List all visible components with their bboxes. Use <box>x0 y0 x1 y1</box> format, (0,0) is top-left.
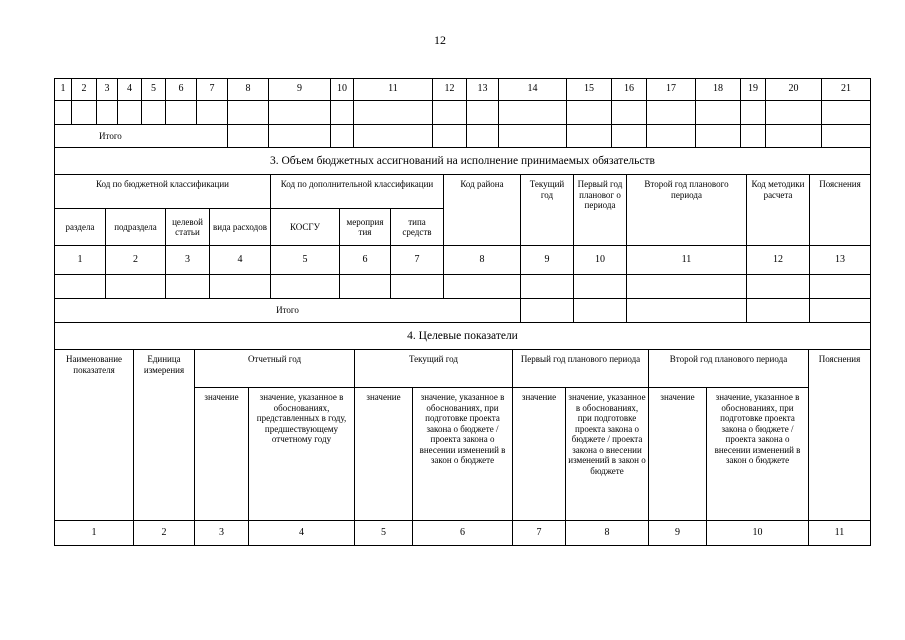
empty-cell <box>353 100 433 125</box>
column-number-cell <box>808 520 871 546</box>
column-number-cell <box>54 520 134 546</box>
cell-text: 4. Целевые показатели <box>407 329 518 342</box>
cell-text: 12 <box>773 253 783 265</box>
cell-text: Первый год планового периода <box>520 354 641 364</box>
column-number-cell <box>194 520 249 546</box>
column-number-cell <box>133 520 195 546</box>
cell-text: 11 <box>834 526 845 538</box>
empty-cell <box>117 100 142 125</box>
empty-cell <box>466 100 499 125</box>
cell-text: 2 <box>81 83 87 95</box>
column-number-cell <box>96 78 118 101</box>
cell-text: целевой статьи <box>172 216 203 237</box>
cell-text: Единица измерения <box>143 354 185 375</box>
cell-text: Код района <box>460 179 504 189</box>
empty-cell <box>71 100 97 125</box>
empty-cell <box>611 124 647 148</box>
cell-text: раздела <box>65 221 95 232</box>
column-number-cell <box>353 78 433 101</box>
cell-text: 4 <box>299 526 304 538</box>
header-current-year <box>354 349 513 388</box>
empty-cell <box>695 100 741 125</box>
empty-cell <box>54 274 106 299</box>
subheader-section <box>54 208 106 246</box>
column-number-cell <box>54 78 72 101</box>
column-number-cell <box>512 520 566 546</box>
cell-text: 19 <box>748 83 758 95</box>
empty-cell <box>330 100 354 125</box>
cell-text: 3. Объем бюджетных ассигнований на исполнение принимаемых обязательств <box>270 154 655 167</box>
empty-cell <box>809 298 871 323</box>
cell-text: 9 <box>544 253 550 265</box>
subheader-description <box>565 387 649 521</box>
cell-text: 10 <box>752 526 763 538</box>
cell-text: 15 <box>584 83 594 95</box>
cell-text: типа средств <box>402 216 432 237</box>
empty-cell <box>498 100 567 125</box>
cell-text: значение, указанное в обоснованиях, представленных в году, предшествующему отчетному году <box>256 392 347 444</box>
empty-cell <box>740 100 766 125</box>
subheader-kosgu <box>270 208 340 246</box>
column-number-cell <box>227 78 269 101</box>
subheader-value <box>194 387 249 521</box>
empty-cell <box>573 274 627 299</box>
cell-text: 6 <box>178 83 184 95</box>
cell-text: значение <box>366 392 401 402</box>
cell-text: Итого <box>99 130 122 141</box>
cell-text: 1 <box>60 83 66 95</box>
empty-cell <box>54 100 72 125</box>
subheader-value <box>354 387 413 521</box>
empty-cell <box>339 274 391 299</box>
cell-text: 20 <box>788 83 799 95</box>
cell-text: Код по дополнительной классификации <box>280 179 434 189</box>
header-unit <box>133 349 195 521</box>
empty-cell <box>746 274 810 299</box>
subheader-expense <box>209 208 271 246</box>
subheader-description <box>248 387 355 521</box>
empty-cell <box>573 298 627 323</box>
empty-cell <box>165 274 210 299</box>
empty-cell <box>566 124 612 148</box>
cell-text: Второй год планового периода <box>644 179 729 200</box>
cell-text: 5 <box>302 253 308 265</box>
subheader-value <box>648 387 707 521</box>
empty-cell <box>165 100 197 125</box>
subheader-description <box>706 387 809 521</box>
column-number-cell <box>746 245 810 275</box>
column-number-cell <box>821 78 871 101</box>
empty-cell <box>626 298 747 323</box>
column-number-cell <box>54 245 106 275</box>
column-number-cell <box>117 78 142 101</box>
subheader-value <box>512 387 566 521</box>
column-number-cell <box>646 78 696 101</box>
empty-cell <box>626 274 747 299</box>
column-number-cell <box>354 520 413 546</box>
column-number-cell <box>165 78 197 101</box>
column-number-cell <box>520 245 574 275</box>
column-number-cell <box>141 78 166 101</box>
cell-text: 1 <box>77 253 83 265</box>
column-number-cell <box>648 520 707 546</box>
empty-cell <box>443 274 521 299</box>
cell-text: 10 <box>595 253 605 265</box>
cell-text: 4 <box>127 83 132 95</box>
empty-cell <box>105 274 166 299</box>
cell-text: 4 <box>237 253 243 265</box>
page-number: 12 <box>434 33 446 47</box>
column-number-cell <box>270 245 340 275</box>
empty-cell <box>520 274 574 299</box>
empty-cell <box>330 124 354 148</box>
column-number-cell <box>706 520 809 546</box>
column-number-cell <box>498 78 567 101</box>
empty-cell <box>390 274 444 299</box>
column-number-cell <box>740 78 766 101</box>
cell-text: 12 <box>444 83 455 95</box>
column-number-cell <box>466 78 499 101</box>
empty-cell <box>695 124 741 148</box>
empty-cell <box>520 298 574 323</box>
subheader-type <box>390 208 444 246</box>
header-notes <box>809 174 871 246</box>
empty-cell <box>646 124 696 148</box>
cell-text: значение <box>521 392 557 402</box>
column-number-cell <box>809 245 871 275</box>
empty-cell <box>432 100 467 125</box>
cell-text: вида расходов <box>213 221 267 232</box>
cell-text: Второй год планового периода <box>669 354 788 364</box>
cell-text: 3 <box>219 526 224 538</box>
header-district <box>443 174 521 246</box>
column-number-cell <box>765 78 822 101</box>
empty-cell <box>209 274 271 299</box>
cell-text: Первый год плановог о периода <box>577 179 623 210</box>
cell-text: 6 <box>362 253 368 265</box>
cell-text: 18 <box>713 83 723 95</box>
empty-cell <box>746 298 810 323</box>
empty-cell <box>566 100 612 125</box>
subheader-target <box>165 208 210 246</box>
cell-text: 11 <box>681 253 692 265</box>
cell-text: 16 <box>624 83 634 95</box>
header-first-year <box>573 174 627 246</box>
column-number-cell <box>412 520 513 546</box>
cell-text: значение, указанное в обоснованиях, при подготовке проекта закона о бюджете / проекта закона о внесении изменений в закон о бюджете <box>714 392 801 465</box>
empty-cell <box>765 124 822 148</box>
cell-text: 7 <box>209 83 215 95</box>
cell-text: 7 <box>414 253 420 265</box>
empty-cell <box>353 124 433 148</box>
header-notes <box>808 349 871 521</box>
column-number-cell <box>573 245 627 275</box>
cell-text: 13 <box>835 253 845 265</box>
subheader-subsection <box>105 208 166 246</box>
empty-cell <box>809 274 871 299</box>
empty-cell <box>268 100 331 125</box>
subheader-event <box>339 208 391 246</box>
empty-cell <box>227 100 269 125</box>
empty-cell <box>466 124 499 148</box>
column-number-cell <box>209 245 271 275</box>
section-title-4 <box>54 322 871 350</box>
cell-text: 2 <box>133 253 138 265</box>
empty-cell <box>96 100 118 125</box>
cell-text: 11 <box>388 83 398 95</box>
cell-text: Отчетный год <box>247 354 302 364</box>
column-number-cell <box>695 78 741 101</box>
empty-cell <box>740 124 766 148</box>
section-title-3 <box>54 147 871 175</box>
header-second-year <box>648 349 809 388</box>
column-number-cell <box>71 78 97 101</box>
cell-text: Код методики расчета <box>751 179 805 200</box>
cell-text: 14 <box>527 83 538 95</box>
cell-text: 3 <box>104 83 110 95</box>
cell-text: подраздела <box>114 221 157 232</box>
column-number-cell <box>165 245 210 275</box>
column-number-cell <box>565 520 649 546</box>
cell-text: 5 <box>381 526 386 538</box>
header-indicator-name <box>54 349 134 521</box>
header-extra-code <box>270 174 444 209</box>
empty-cell <box>227 124 269 148</box>
empty-cell <box>611 100 647 125</box>
header-report-year <box>194 349 355 388</box>
column-number-cell <box>196 78 228 101</box>
empty-cell <box>432 124 467 148</box>
total-label-cell <box>54 298 521 323</box>
cell-text: 8 <box>479 253 485 265</box>
cell-text: 1 <box>91 526 97 538</box>
empty-cell <box>196 100 228 125</box>
cell-text: КОСГУ <box>290 221 320 232</box>
cell-text: 5 <box>151 83 156 95</box>
column-number-cell <box>248 520 355 546</box>
cell-text: 10 <box>337 83 347 95</box>
column-number-cell <box>443 245 521 275</box>
header-method-code <box>746 174 810 246</box>
column-number-cell <box>339 245 391 275</box>
column-number-cell <box>566 78 612 101</box>
cell-text: 6 <box>460 526 465 538</box>
empty-cell <box>646 100 696 125</box>
cell-text: Код по бюджетной классификации <box>95 179 230 189</box>
header-second-year <box>626 174 747 246</box>
empty-cell <box>498 124 567 148</box>
column-number-cell <box>626 245 747 275</box>
cell-text: 9 <box>675 526 680 538</box>
header-current-year <box>520 174 574 246</box>
cell-text: 17 <box>666 83 676 95</box>
cell-text: Итого <box>276 305 299 316</box>
cell-text: Наименование показателя <box>65 354 123 375</box>
column-number-cell <box>105 245 166 275</box>
header-budget-code <box>54 174 271 209</box>
empty-cell <box>268 124 331 148</box>
cell-text: 13 <box>477 83 488 95</box>
column-number-cell <box>432 78 467 101</box>
cell-text: Пояснения <box>818 354 861 364</box>
column-number-cell <box>330 78 354 101</box>
cell-text: значение <box>204 392 239 402</box>
cell-text: 7 <box>536 526 542 538</box>
empty-cell <box>821 124 871 148</box>
cell-text: 8 <box>604 526 610 538</box>
cell-text: значение, указанное в обоснованиях, при подготовке проекта закона о бюджете / проекта закона о внесении изменений в закон о бюджете <box>568 392 646 476</box>
total-label-cell <box>54 124 228 148</box>
column-number-cell <box>390 245 444 275</box>
empty-cell <box>141 100 166 125</box>
cell-text: 9 <box>297 83 302 95</box>
empty-cell <box>765 100 822 125</box>
cell-text: 21 <box>841 83 851 95</box>
empty-cell <box>270 274 340 299</box>
cell-text: Пояснения <box>819 179 861 189</box>
empty-cell <box>821 100 871 125</box>
cell-text: мероприя тия <box>346 216 384 237</box>
column-number-cell <box>611 78 647 101</box>
cell-text: значение, указанное в обоснованиях, при подготовке проекта закона о бюджете / проекта закона о внесении изменений в закон о бюджете <box>419 392 506 465</box>
subheader-description <box>412 387 513 521</box>
cell-text: 2 <box>161 526 167 538</box>
cell-text: 3 <box>185 253 190 265</box>
header-first-year <box>512 349 649 388</box>
cell-text: Текущий год <box>529 179 565 200</box>
column-number-cell <box>268 78 331 101</box>
cell-text: значение <box>660 392 695 402</box>
cell-text: 8 <box>245 83 251 95</box>
cell-text: Текущий год <box>409 354 458 364</box>
